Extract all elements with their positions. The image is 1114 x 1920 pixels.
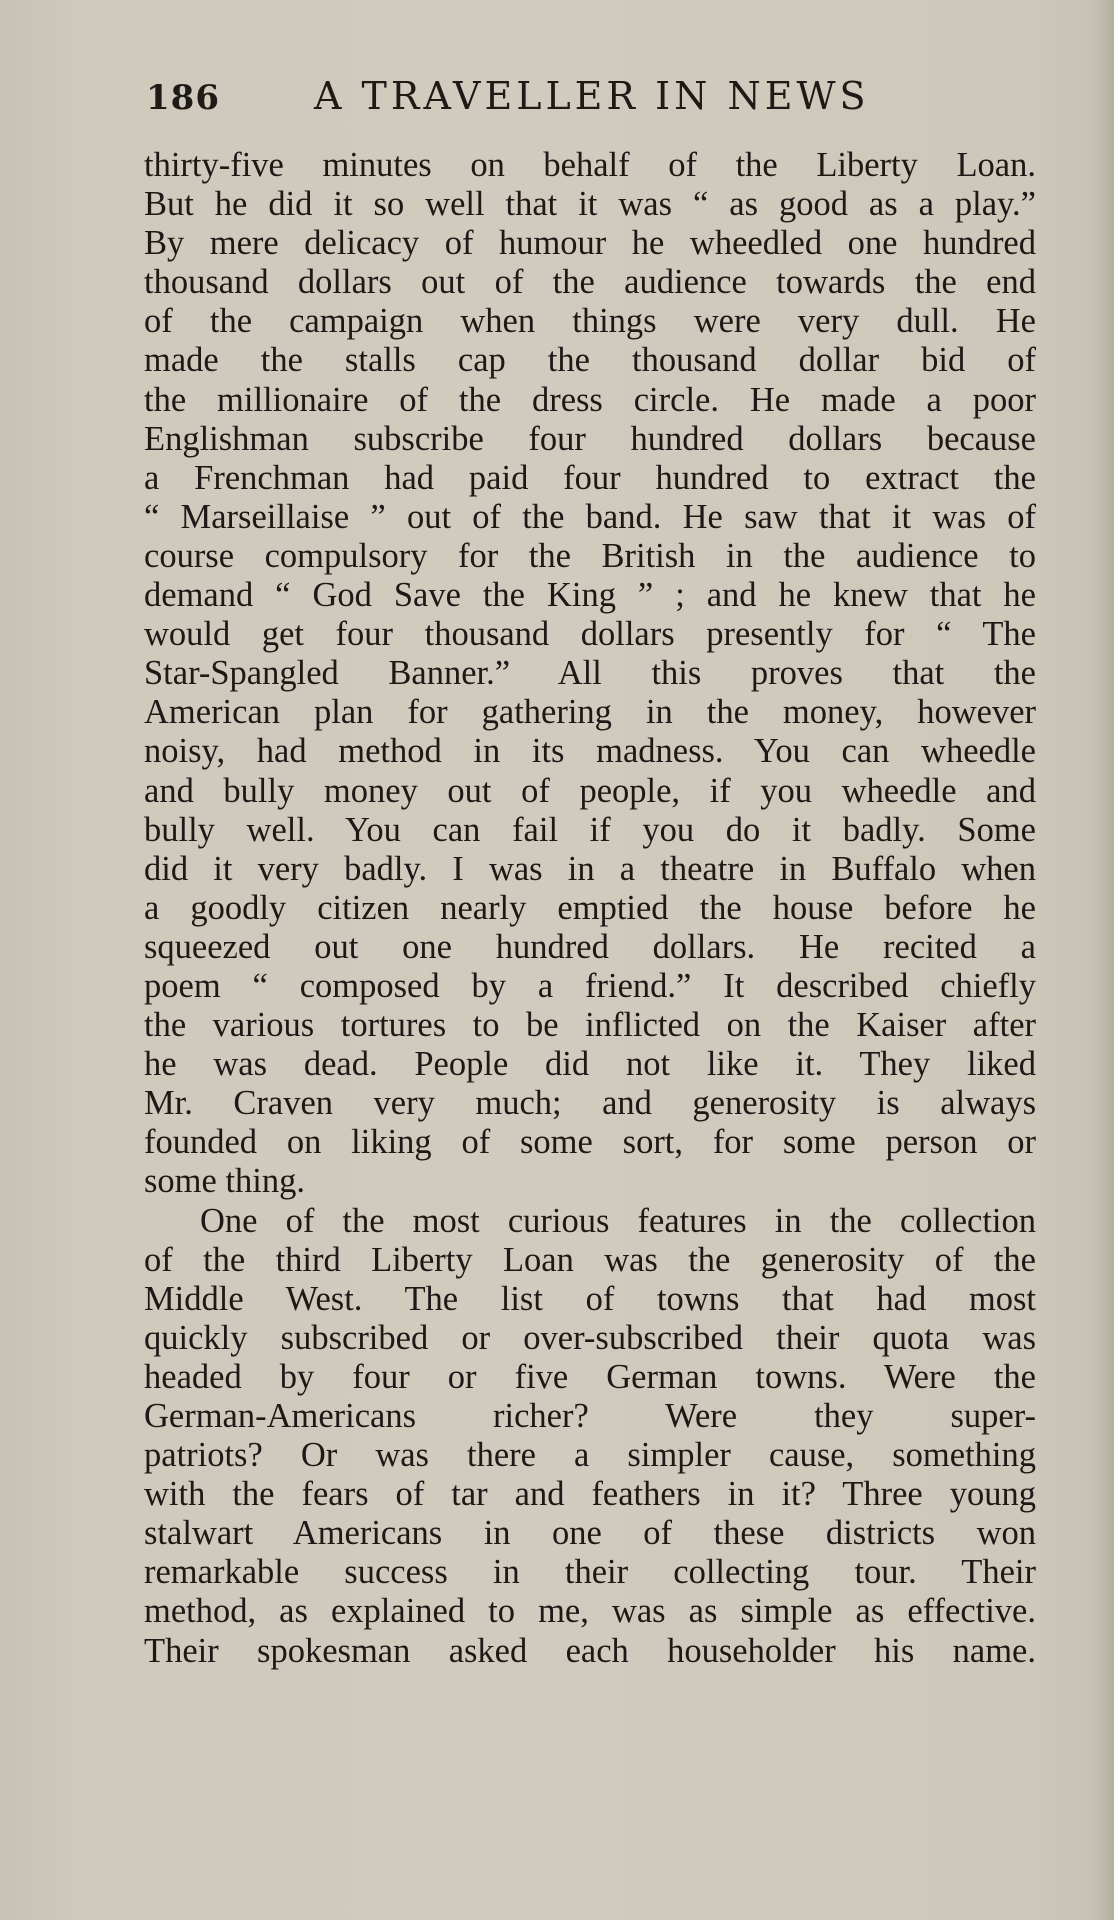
text-line: patriots? Or was there a simpler cause, something <box>144 1436 1036 1475</box>
paragraph-2 <box>144 1202 1036 1671</box>
text-line: By mere delicacy of humour he wheedled one hundred <box>144 224 1036 263</box>
text-line: some thing. <box>144 1162 305 1201</box>
text-line: quickly subscribed or over-subscribed their quota was <box>144 1318 1036 1357</box>
text-line: German-Americans richer? Were they super- <box>144 1397 1036 1435</box>
text-line: made the stalls cap the thousand dollar bid of <box>144 341 1036 380</box>
text-line: with the fears of tar and feathers in it? Three young <box>144 1475 1036 1514</box>
text-line: Mr. Craven very much; and generosity is always <box>144 1084 1036 1123</box>
body-text <box>144 146 1036 1671</box>
text-line: poem “ composed by a friend.” It described chiefly <box>144 966 1036 1005</box>
text-line: he was dead. People did not like it. They liked <box>144 1045 1036 1084</box>
text-line: headed by four or five German towns. Were the <box>144 1357 1036 1396</box>
text-line: Their spokesman asked each householder his name. <box>144 1631 1036 1670</box>
text-line: One of the most curious features in the collection <box>200 1201 1036 1240</box>
text-line: of the third Liberty Loan was the generosity of the <box>144 1240 1036 1279</box>
text-line: method, as explained to me, was as simple as effective. <box>144 1592 1036 1631</box>
text-line: Star-Spangled Banner.” All this proves that the <box>144 654 1036 693</box>
text-line: remarkable success in their collecting tour. Their <box>144 1553 1036 1592</box>
text-line: of the campaign when things were very dull. He <box>144 302 1036 341</box>
running-title: A TRAVELLER IN NEWS <box>314 74 870 118</box>
text-line: thousand dollars out of the audience towards the end <box>144 263 1036 302</box>
page-number: 186 <box>146 78 220 118</box>
text-line: a goodly citizen nearly emptied the house before he <box>144 888 1036 927</box>
text-line: the various tortures to be inflicted on the Kaiser after <box>144 1006 1036 1045</box>
text-line: stalwart Americans in one of these districts won <box>144 1514 1036 1553</box>
text-line: founded on liking of some sort, for some person or <box>144 1123 1036 1162</box>
text-line: “ Marseillaise ” out of the band. He saw that it was of <box>144 497 1036 536</box>
text-line: course compulsory for the British in the audience to <box>144 536 1036 575</box>
text-line: American plan for gathering in the money, however <box>144 693 1036 732</box>
text-line: Middle West. The list of towns that had most <box>144 1279 1036 1318</box>
text-line: and bully money out of people, if you wheedle and <box>144 771 1036 810</box>
text-line: demand “ God Save the King ” ; and he knew that he <box>144 576 1036 615</box>
text-line: did it very badly. I was in a theatre in Buffalo when <box>144 849 1036 888</box>
paragraph-1 <box>144 146 1036 1202</box>
text-line: thirty-five minutes on behalf of the Liberty Loan. <box>144 146 1036 184</box>
text-line: the millionaire of the dress circle. He made a poor <box>144 380 1036 419</box>
text-line: bully well. You can fail if you do it badly. Some <box>144 810 1036 849</box>
text-line: would get four thousand dollars presently for “ The <box>144 615 1036 654</box>
page-edge-shadow <box>1092 0 1114 1920</box>
text-line: Englishman subscribe four hundred dollars because <box>144 419 1036 458</box>
text-line: noisy, had method in its madness. You can wheedle <box>144 732 1036 771</box>
text-line: a Frenchman had paid four hundred to extract the <box>144 458 1036 497</box>
text-line: But he did it so well that it was “ as good as a play.” <box>144 185 1036 224</box>
text-line: squeezed out one hundred dollars. He recited a <box>144 927 1036 966</box>
page-header <box>146 68 1046 128</box>
